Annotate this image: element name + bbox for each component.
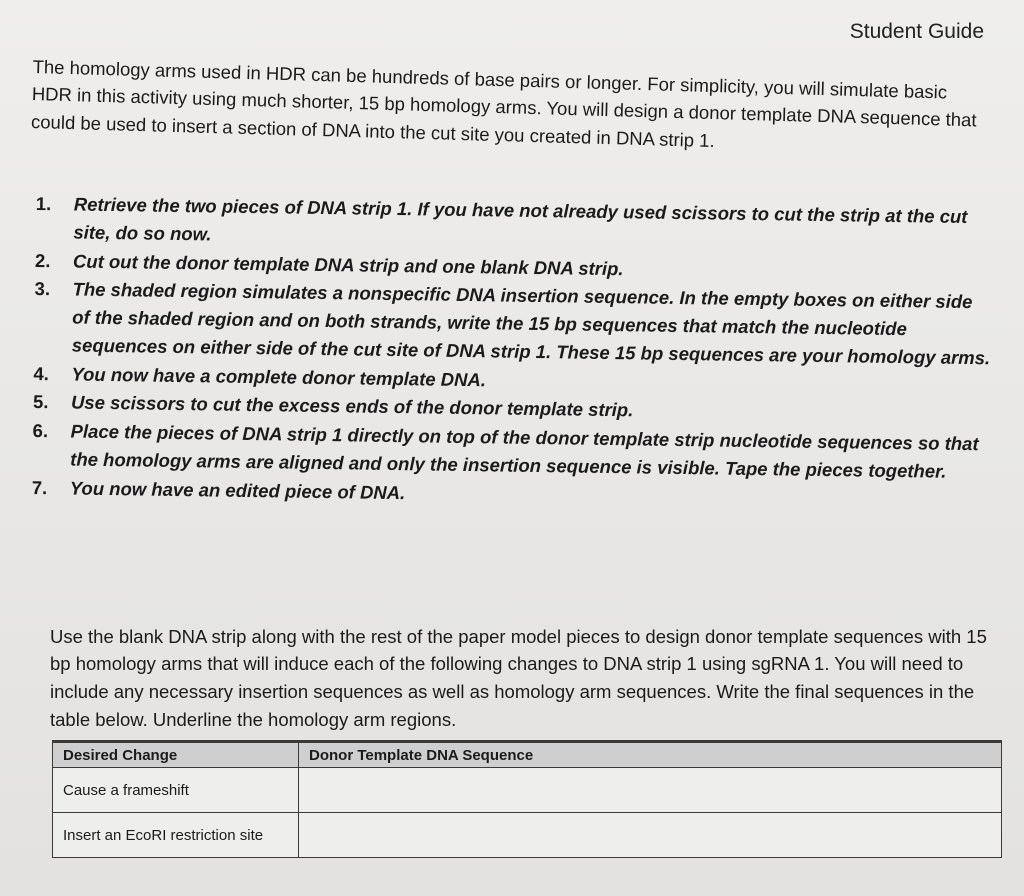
step-number: 7. — [31, 476, 48, 498]
desired-change-cell: Insert an EcoRI restriction site — [53, 813, 299, 858]
sequence-cell[interactable] — [299, 813, 1002, 858]
intro-paragraph: The homology arms used in HDR can be hundreds of base pairs or longer. For simplicity, you will simulate basic HDR in this activity using much shorter, 15 bp homology arms. You will design a donor template DNA sequence that could be used to insert a section of DNA into the cut site you created in DNA strip 1. — [30, 55, 977, 151]
step-text: Cut out the donor template DNA strip and one blank DNA strip. — [72, 250, 624, 279]
table-row — [53, 813, 1002, 858]
donor-template-table — [52, 740, 1002, 858]
step-text: Retrieve the two pieces of DNA strip 1. If you have not already used scissors to cut the strip at the cut site, do so now. — [73, 193, 968, 245]
design-paragraph: Use the blank DNA strip along with the rest of the paper model pieces to design donor template sequences with 15 bp homology arms that will induce each of the following changes to DNA strip 1 using sgRNA 1. You will need to include any necessary insertion sequences as well as homology arm sequences. Write the final sequences in the table below. Underline the homology arm regions. — [50, 625, 987, 730]
step-item — [34, 275, 995, 372]
desired-change-cell: Cause a frameshift — [53, 768, 299, 813]
step-text: Place the pieces of DNA strip 1 directly on top of the donor template strip nucleotide sequences so that the homology arms are aligned and only the insertion sequence is visible. Tape the pieces together. — [70, 420, 979, 482]
sequence-cell[interactable] — [299, 768, 1002, 813]
table-header-row — [53, 742, 1002, 768]
instruction-steps — [32, 190, 996, 516]
step-number: 4. — [33, 362, 50, 384]
page-header: Student Guide — [849, 20, 984, 43]
step-text: Use scissors to cut the excess ends of the donor template strip. — [70, 391, 634, 421]
step-number: 3. — [34, 278, 51, 300]
step-text: You now have a complete donor template DNA. — [71, 363, 487, 390]
step-text: The shaded region simulates a nonspecific DNA insertion sequence. In the empty boxes on either side of the shaded region and on both strands, write the 15 bp sequences that match the nucleotide sequences on either side of the cut site of DNA strip 1. These 15 bp sequences are your homology arms. — [71, 278, 991, 369]
step-text: You now have an edited piece of DNA. — [69, 477, 406, 503]
column-header-donor-sequence: Donor Template DNA Sequence — [299, 742, 1002, 768]
step-number: 5. — [32, 391, 49, 413]
step-number: 6. — [32, 419, 49, 442]
column-header-desired-change: Desired Change — [53, 742, 299, 768]
step-number: 1. — [35, 192, 52, 215]
table-row — [53, 768, 1002, 813]
step-number: 2. — [34, 249, 51, 271]
